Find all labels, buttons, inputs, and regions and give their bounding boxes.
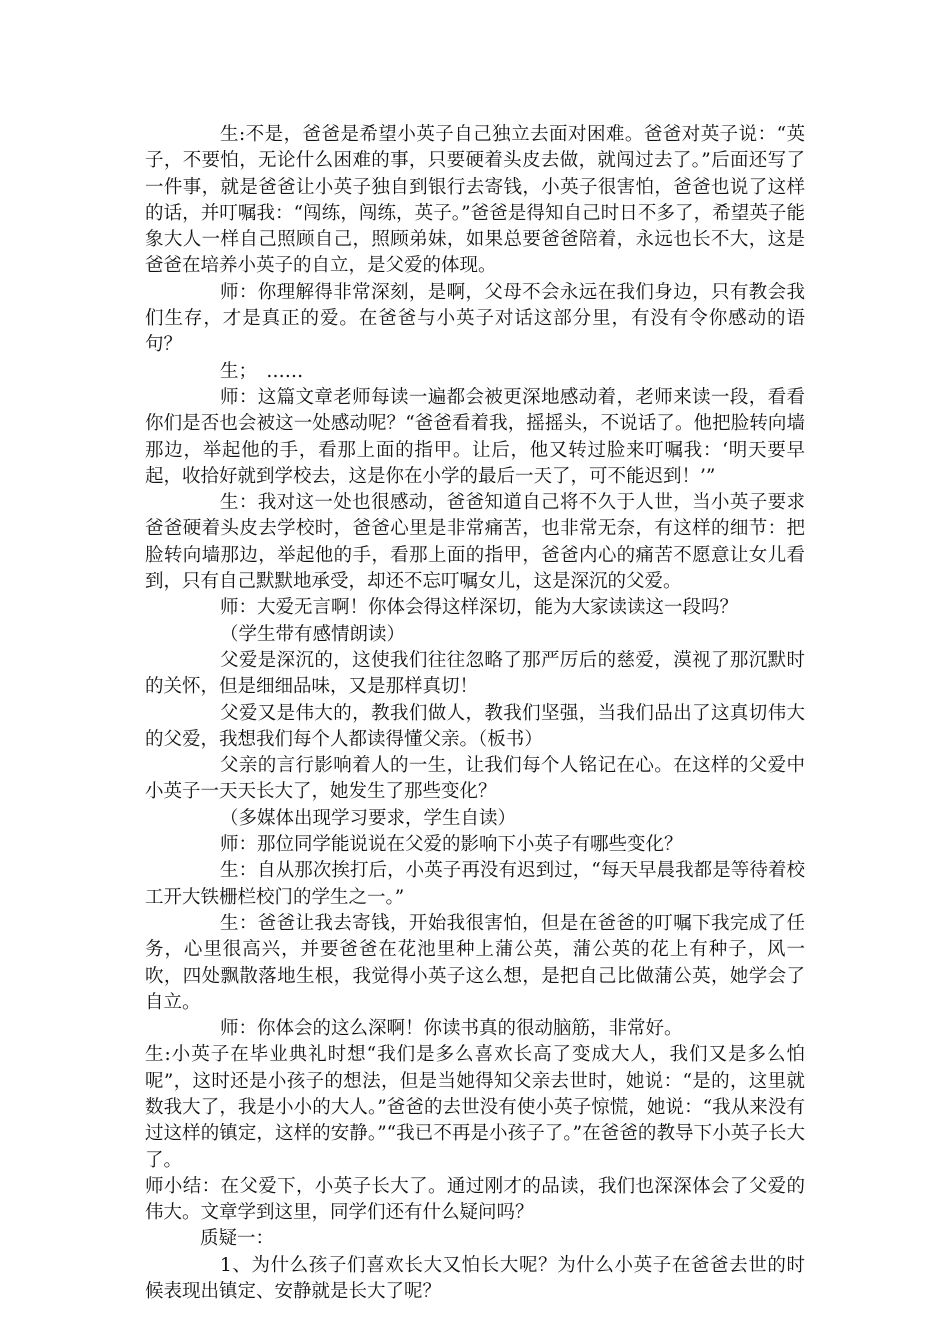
paragraph-15: 师：你体会的这么深啊！你读书真的很动脑筋，非常好。 (220, 1018, 683, 1040)
paragraph-7: （学生带有感情朗读） (220, 623, 406, 645)
paragraph-4: 师：这篇文章老师每读一遍都会被更深地感动着，老师来读一段，看看你们是否也会被这一处感动呢？“爸爸看着我，摇摇头，不说话了。他把脸转向墙那边，举起他的手，看那上面的指甲。让后，他又转过脸来叮嘱我：‘明天要早起，收拾好就到学校去，这是你在小学的最后一天了，可不能迟到！’” (145, 386, 805, 487)
paragraph-14: 生：爸爸让我去寄钱，开始我很害怕，但是在爸爸的叮嘱下我完成了任务，心里很高兴，并要爸爸在花池里种上蒲公英，蒲公英的花上有种子，风一吹，四处飘散落地生根，我觉得小英子这么想，是把自己比做蒲公英，她学会了自立。 (145, 912, 805, 1013)
paragraph-9: 父爱又是伟大的，教我们做人，教我们坚强，当我们品出了这真切伟大的父爱，我想我们每个人都读得懂父亲。（板书） (145, 702, 805, 750)
paragraph-5: 生：我对这一处也很感动，爸爸知道自己将不久于人世，当小英子要求爸爸硬着头皮去学校时，爸爸心里是非常痛苦，也非常无奈，有这样的细节：把脸转向墙那边，举起他的手，看那上面的指甲，爸爸内心的痛苦不愿意让女儿看到，只有自己默默地承受，却还不忘叮嘱女儿，这是深沉的父爱。 (145, 492, 805, 593)
paragraph-18: 质疑一： (200, 1228, 275, 1250)
paragraph-1: 生:不是，爸爸是希望小英子自己独立去面对困难。爸爸对英子说：“英子，不要怕，无论什么困难的事，只要硬着头皮去做，就闯过去了。”后面还写了一件事，就是爸爸让小英子独自到银行去寄钱，小英子很害怕，爸爸也说了这样的话，并叮嘱我：“闯练，闯练，英子。”爸爸是得知自己时日不多了，希望英子能象大人一样自己照顾自己，照顾弟妹，如果总要爸爸陪着，永远也长不大，这是爸爸在培养小英子的自立，是父爱的体现。 (145, 124, 805, 277)
paragraph-8: 父爱是深沉的，这使我们往往忽略了那严厉后的慈爱，漠视了那沉默时的关怀，但是细细品味，又是那样真切！ (145, 649, 805, 698)
paragraph-2: 师：你理解得非常深刻，是啊，父母不会永远在我们身边，只有教会我们生存，才是真正的爱。在爸爸与小英子对话这部分里，有没有令你感动的语句？ (145, 281, 805, 356)
paragraph-3: 生； …… (220, 360, 304, 382)
paragraph-16: 生:小英子在毕业典礼时想“我们是多么喜欢长高了变成大人，我们又是多么怕呢”，这时还是小孩子的想法，但是当她得知父亲去世时，她说：“是的，这里就数我大了，我是小小的大人。”爸爸的去世没有使小英子惊慌，她说：“我从来没有过这样的镇定，这样的安静。”“我已不再是小孩子了。”在爸爸的教导下小英子长大了。 (145, 1044, 805, 1171)
paragraph-10: 父亲的言行影响着人的一生，让我们每个人铭记在心。在这样的父爱中小英子一天天长大了，她发生了那些变化？ (145, 755, 805, 803)
paragraph-12: 师：那位同学能说说在父爱的影响下小英子有哪些变化？ (220, 834, 683, 856)
paragraph-19: 1、为什么孩子们喜欢长大又怕长大呢？为什么小英子在爸爸去世的时候表现出镇定、安静就是长大了呢？ (145, 1254, 805, 1303)
paragraph-6: 师：大爱无言啊！你体会得这样深切，能为大家读读这一段吗？ (220, 597, 739, 619)
document-page (145, 122, 805, 1305)
paragraph-17: 师小结：在父爱下，小英子长大了。通过刚才的品读，我们也深深体会了父爱的伟大。文章学到这里，同学们还有什么疑问吗？ (145, 1175, 805, 1224)
paragraph-13: 生：自从那次挨打后，小英子再没有迟到过，“每天早晨我都是等待着校工开大铁栅栏校门的学生之一。” (145, 860, 805, 908)
paragraph-11: （多媒体出现学习要求，学生自读） (220, 807, 517, 829)
